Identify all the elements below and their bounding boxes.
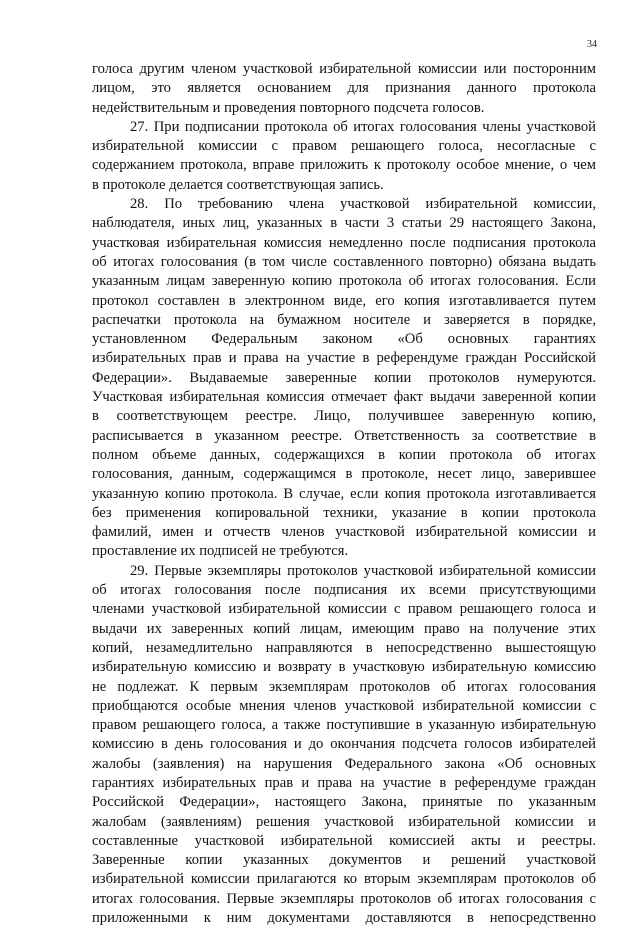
text-line: гарантиях избирательных прав и права на участие в референдуме граждан <box>92 774 596 791</box>
text-line: избирательную комиссию и возврату в участковую избирательную комиссию <box>92 659 596 676</box>
text-line: приобщаются особые мнения членов участковой избирательной комиссии с <box>92 697 596 714</box>
text-line: избирательной комиссии прилагаются ко вторым экземплярам протоколов об <box>92 871 596 888</box>
text-line: составленные участковой избирательной комиссией акты и реестры. <box>92 832 596 849</box>
page-number: 34 <box>587 39 597 50</box>
text-line: наблюдателя, иных лиц, указанных в части 3 статьи 29 настоящего Закона, <box>92 215 596 232</box>
text-line: комиссию в день голосования и до окончания подсчета голосов избирателей <box>92 736 596 753</box>
text-line: фамилий, имен и отчеств членов участковой избирательной комиссии и <box>92 524 596 541</box>
text-line: 29. Первые экземпляры протоколов участковой избирательной комиссии <box>130 562 596 579</box>
text-line: членами участковой избирательной комиссии с правом решающего голоса и <box>92 601 596 618</box>
text-line: избирательных прав и права на участие в референдуме граждан Российской <box>92 350 596 367</box>
text-line: содержанием протокола, вправе приложить к протоколу особое мнение, о чем <box>92 157 596 174</box>
text-line: установленном Федеральным законом «Об основных гарантиях <box>92 331 596 348</box>
text-line: избирательной комиссии с правом решающего голоса, несогласные с <box>92 138 596 155</box>
text-line: протокол составлен в электронном виде, его копия изготавливается путем <box>92 292 596 309</box>
text-line: в соответствующем реестре. Лицо, получившее заверенную копию, <box>92 408 596 425</box>
text-line: проставление их подписей не требуются. <box>92 543 349 560</box>
text-line: Российской Федерации», настоящего Закона, принятые по указанным <box>92 794 596 811</box>
text-line: Заверенные копии указанных документов и решений участковой <box>92 852 596 869</box>
text-line: участковая избирательная комиссия немедленно после подписания протокола <box>92 234 596 251</box>
text-line: правом решающего голоса, а также поступившие в указанную избирательную <box>92 717 596 734</box>
text-line: голосования, данным, содержащимся в протоколе, несет лицо, заверившее <box>92 466 596 483</box>
text-line: 28. По требованию члена участковой избирательной комиссии, <box>130 196 596 213</box>
text-line: в протоколе делается соответствующая запись. <box>92 176 384 193</box>
text-line: голоса другим членом участковой избирательной комиссии или посторонним <box>92 61 596 77</box>
text-line: указанным лицам заверенную копию протокола об итогах голосования. Если <box>92 273 596 290</box>
text-line: выдачи их заверенных копий лицам, имеющим право на получение этих <box>92 620 596 637</box>
text-line: лицом, это является основанием для признания данного протокола <box>92 80 596 97</box>
text-line: расписывается в указанном реестре. Ответственность за соответствие в <box>92 427 596 444</box>
text-line: приложенными к ним документами доставляются в непосредственно <box>92 910 596 927</box>
text-line: об итогах голосования после подписания их всеми присутствующими <box>92 582 596 599</box>
body-text <box>92 60 596 928</box>
text-line: недействительным и проведения повторного подсчета голосов. <box>92 99 485 116</box>
text-line: без применения копировальной техники, указание в копии протокола <box>92 504 596 521</box>
text-line: указанную копию протокола. В случае, если копия протокола изготавливается <box>92 485 596 502</box>
text-line: Участковая избирательная комиссия отмечает факт выдачи заверенной копии <box>92 389 596 406</box>
text-line: жалобы (заявления) на нарушения Федерального закона «Об основных <box>92 755 596 772</box>
text-line: жалобам (заявлениям) решения участковой избирательной комиссии и <box>92 813 596 830</box>
text-line: не подлежат. К первым экземплярам протоколов об итогах голосования <box>92 678 596 695</box>
text-line: распечатки протокола на бумажном носителе и заверяется в порядке, <box>92 311 596 328</box>
text-line: полном объеме данных, содержащихся в копии протокола об итогах <box>92 446 596 463</box>
text-line: итогах голосования. Первые экземпляры протоколов об итогах голосования с <box>92 890 596 907</box>
text-line: копий, незамедлительно направляются в непосредственно вышестоящую <box>92 639 596 656</box>
text-line: об итогах голосования (в том числе составленного повторно) обязана выдать <box>92 253 596 270</box>
text-line: Федерации». Выдаваемые заверенные копии протоколов нумеруются. <box>92 369 596 386</box>
text-line: 27. При подписании протокола об итогах голосования члены участковой <box>130 118 596 135</box>
